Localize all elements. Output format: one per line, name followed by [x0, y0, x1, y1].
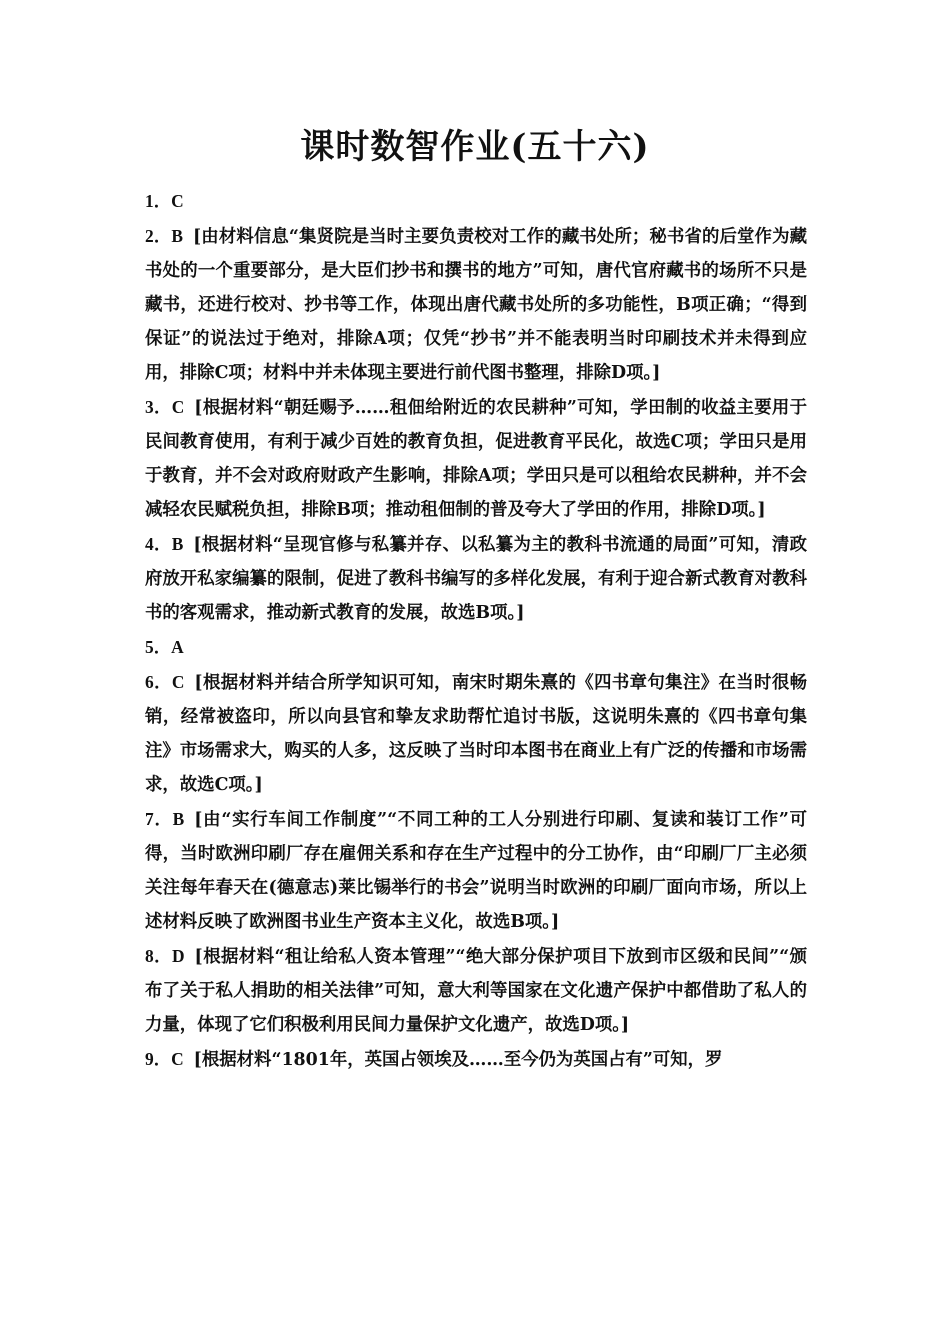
item-answer: D — [171, 946, 185, 966]
item-answer: C — [171, 1049, 184, 1069]
item-explanation: [根据材料“租让给私人资本管理”“绝大部分保护项目下放到市区级和民间”“颁布了关于私人捐助的相关法律”可知，意大利等国家在文化遗产保护中都借助了私人的力量，体现了它们积极利用民间力量保护文化遗产，故选D项。] — [145, 947, 807, 1035]
item-number: 6． — [145, 672, 172, 692]
item-explanation: [根据材料并结合所学知识可知，南宋时期朱熹的《四书章句集注》在当时很畅销，经常被盗印，所以向县官和挚友求助帮忙追讨书版，这说明朱熹的《四书章句集注》市场需求大，购买的人多，这反映了当时印本图书在商业上有广泛的传播和市场需求，故选C项。] — [145, 673, 807, 795]
answer-item-1 — [145, 184, 807, 219]
item-explanation: [由材料信息“集贤院是当时主要负责校对工作的藏书处所；秘书省的后堂作为藏书处的一个重要部分，是大臣们抄书和撰书的地方”可知，唐代官府藏书的场所不只是藏书，还进行校对、抄书等工作，体现出唐代藏书处所的多功能性，B项正确；“得到保证”的说法过于绝对，排除A项；仅凭“抄书”并不能表明当时印刷技术并未得到应用，排除C项；材料中并未体现主要进行前代图书整理，排除D项。] — [145, 227, 807, 383]
item-number: 9． — [145, 1049, 172, 1069]
answer-item-2 — [145, 219, 807, 390]
item-explanation: [由“实行车间工作制度”“不同工种的工人分别进行印刷、复读和装订工作”可得，当时欧洲印刷厂存在雇佣关系和存在生产过程中的分工协作，由“印刷厂厂主必须关注每年春天在(德意志)莱比锡举行的书会”说明当时欧洲的印刷厂面向市场，所以上述材料反映了欧洲图书业生产资本主义化，故选B项。] — [145, 810, 807, 932]
answer-list — [145, 184, 807, 1077]
answer-item-4 — [145, 527, 807, 630]
item-number: 1． — [145, 191, 172, 211]
answer-item-9 — [145, 1042, 807, 1077]
item-answer: C — [171, 672, 185, 692]
item-number: 5． — [145, 637, 172, 657]
item-answer: B — [171, 226, 183, 246]
item-answer: C — [171, 191, 184, 211]
page-title: 课时数智作业(五十六) — [300, 127, 650, 167]
item-explanation: [根据材料“1801年，英国占领埃及……至今仍为英国占有”可知，罗 — [193, 1050, 723, 1070]
item-answer: B — [172, 809, 185, 829]
item-number: 7． — [145, 809, 173, 829]
item-number: 8． — [145, 946, 172, 966]
item-explanation: [根据材料“呈现官修与私纂并存、以私纂为主的教科书流通的局面”可知，清政府放开私家编纂的限制，促进了教科书编写的多样化发展，有利于迎合新式教育对教科书的客观需求，推动新式教育的发展，故选B项。] — [145, 535, 807, 623]
item-number: 2． — [145, 226, 172, 246]
answer-item-5 — [145, 630, 807, 665]
answer-item-7 — [145, 802, 807, 939]
item-number: 4． — [145, 534, 172, 554]
answer-item-3 — [145, 390, 807, 527]
item-answer: C — [171, 397, 185, 417]
answer-item-6 — [145, 665, 807, 802]
answer-item-8 — [145, 939, 807, 1042]
item-answer: B — [171, 534, 184, 554]
item-explanation: [根据材料“朝廷赐予……租佃给附近的农民耕种”可知，学田制的收益主要用于民间教育使用，有利于减少百姓的教育负担，促进教育平民化，故选C项；学田只是用于教育，并不会对政府财政产生影响，排除A项；学田只是可以租给农民耕种，并不会减轻农民赋税负担，排除B项；推动租佃制的普及夸大了学田的作用，排除D项。] — [145, 398, 807, 520]
item-number: 3． — [145, 397, 172, 417]
item-answer: A — [171, 637, 184, 657]
